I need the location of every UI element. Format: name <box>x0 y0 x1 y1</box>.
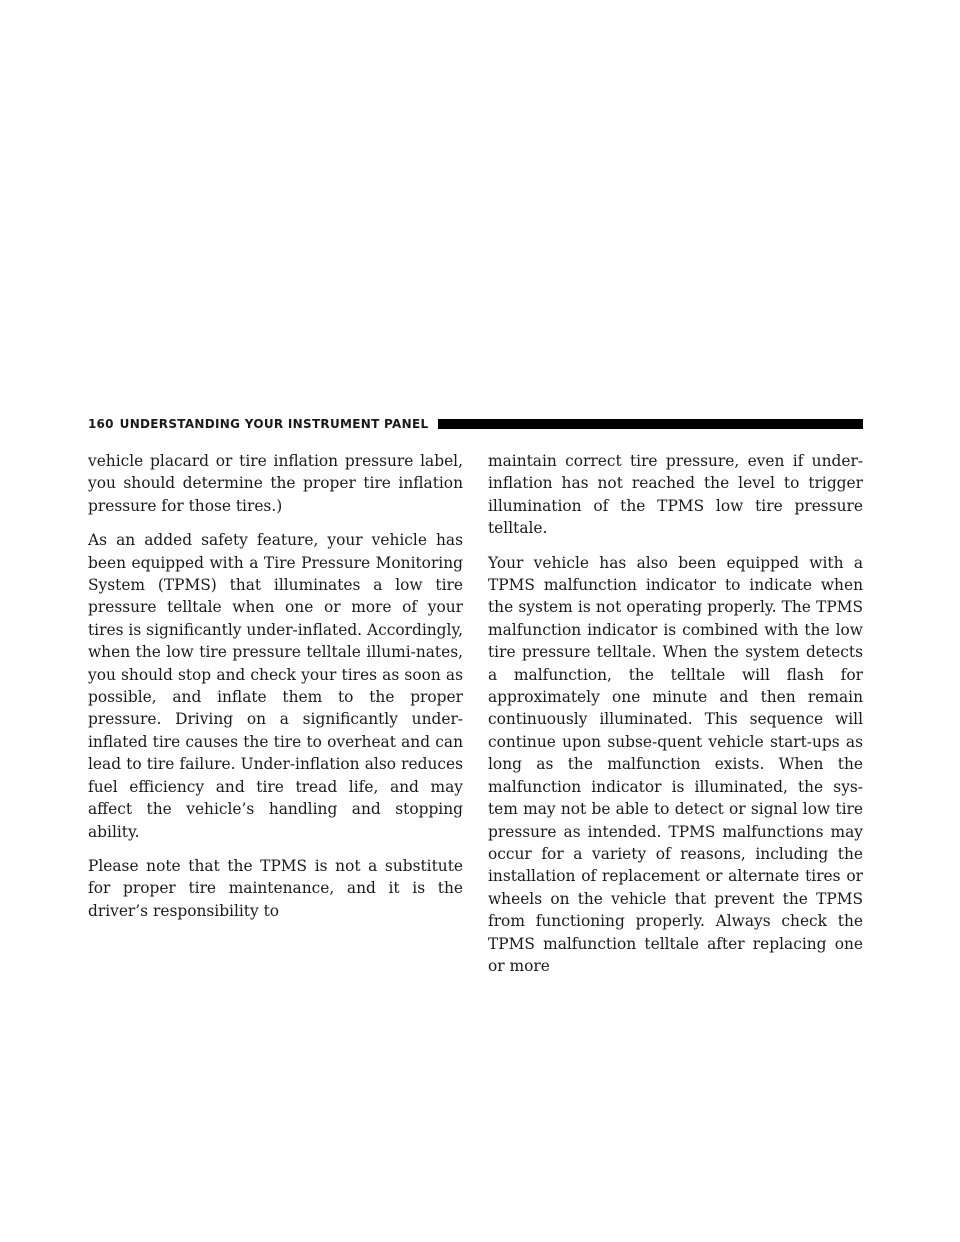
left-column <box>88 450 463 934</box>
paragraph: As an added safety feature, your vehicle has been equipped with a Tire Pressure Monitoring System (TPMS) that illuminates a low tire pressure telltale when one or more of your tires is significantly under-inflated. Accordingly, when the low tire pressure telltale illumi-nates, you should stop and check your tires as soon as possible, and inflate them to the proper pressure. Driving on a significantly under-inflated tire causes the tire to overheat and can lead to tire failure. Under-inflation also reduces fuel efficiency and tire tread life, and may affect the vehicle’s handling and stopping ability. <box>88 531 463 841</box>
page-header <box>88 416 863 432</box>
paragraph: vehicle placard or tire inflation pressure label, you should determine the proper tire inflation pressure for those tires.) <box>88 452 463 515</box>
paragraph: Your vehicle has also been equipped with a TPMS malfunction indicator to indicate when the system is not operating properly. The TPMS malfunction indicator is combined with the low tire pressure telltale. When the system detects a malfunction, the telltale will flash for approximately one minute and then remain continuously illuminated. This sequence will continue upon subse-quent vehicle start-ups as long as the malfunction exists. When the malfunction indicator is illuminated, the sys-tem may not be able to detect or signal low tire pressure as intended. TPMS malfunctions may occur for a variety of reasons, including the installation of replacement or alternate tires or wheels on the vehicle that prevent the TPMS from functioning properly. Always check the TPMS malfunction telltale after replacing one or more <box>488 553 863 975</box>
page-number: 160 <box>88 417 114 431</box>
paragraph: maintain correct tire pressure, even if under-inflation has not reached the level to trigger illumination of the TPMS low tire pressure telltale. <box>488 452 863 538</box>
section-title: UNDERSTANDING YOUR INSTRUMENT PANEL <box>119 417 429 431</box>
right-column <box>488 450 863 989</box>
paragraph: Please note that the TPMS is not a substitute for proper tire maintenance, and it is the driver’s responsibility to <box>88 856 463 920</box>
header-rule <box>438 419 863 429</box>
